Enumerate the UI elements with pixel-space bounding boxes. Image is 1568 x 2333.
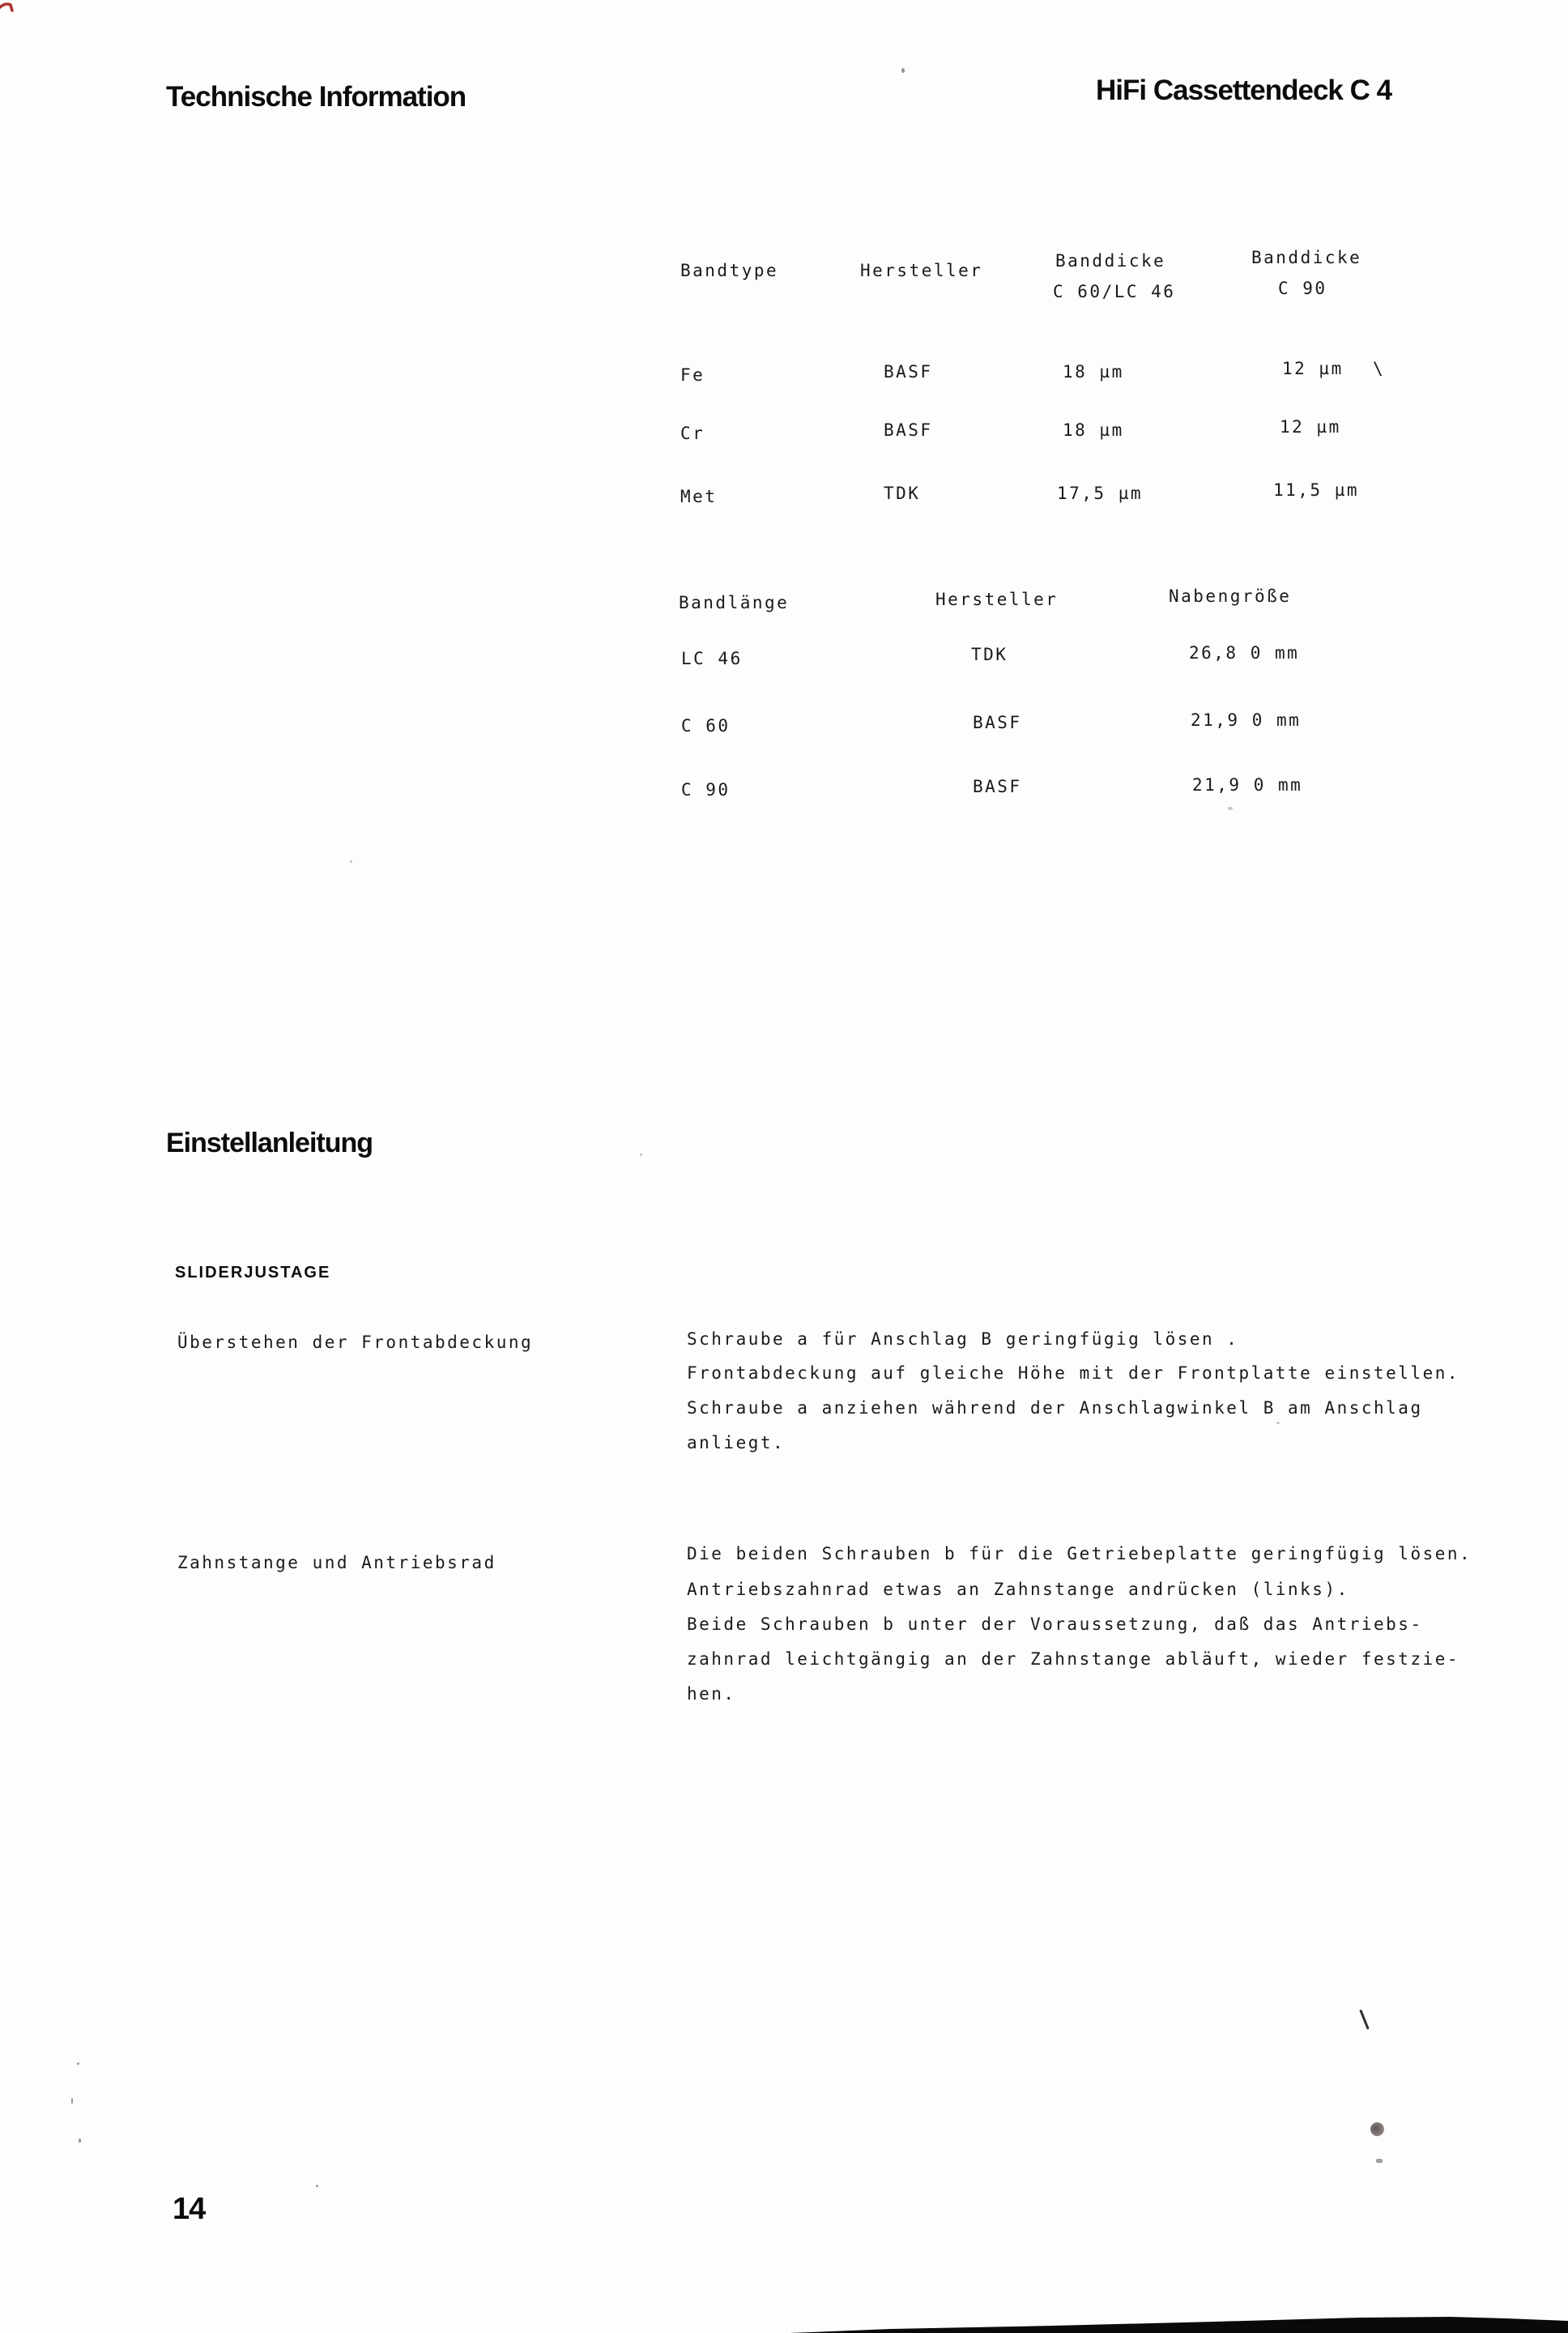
col-header-bandtype: Bandtype	[680, 261, 779, 280]
bottom-scan-bar	[0, 2314, 1568, 2333]
paragraph-line: Frontabdeckung auf gleiche Höhe mit der Frontplatte einstellen.	[687, 1363, 1460, 1383]
table-row	[0, 359, 1568, 390]
paragraph-line: Schraube a anziehen während der Anschlagwinkel B am Anschlag	[687, 1398, 1423, 1418]
cell-hersteller: BASF	[884, 362, 933, 382]
scan-speck	[640, 1154, 642, 1156]
paragraph-line: Schraube a für Anschlag B geringfügig lösen .	[687, 1329, 1239, 1349]
scan-speck	[901, 68, 905, 73]
cell-hersteller: TDK	[884, 484, 921, 503]
cell-dicke90: 12 µm	[1280, 417, 1341, 437]
col-header-hersteller: Hersteller	[860, 261, 983, 280]
cell-nabe: 26,8 0 mm	[1189, 643, 1300, 663]
table-row	[0, 417, 1568, 448]
cell-dicke90: 12 µm	[1282, 359, 1344, 378]
cell-bandlaenge: C 60	[681, 716, 731, 736]
cell-dicke60: 18 µm	[1063, 420, 1124, 440]
cell-dicke60: 17,5 µm	[1057, 484, 1144, 503]
cell-dicke60: 18 µm	[1063, 362, 1124, 382]
cell-bandtype: Cr	[680, 424, 705, 443]
section-title: Einstellanleitung	[166, 1128, 373, 1158]
adjustment-item-label: Überstehen der Frontabdeckung	[177, 1333, 534, 1352]
scan-speck	[316, 2185, 318, 2187]
col-header-dicke90-line2: C 90	[1278, 279, 1327, 298]
doc-title-left: Technische Information	[166, 81, 467, 113]
table-row	[0, 710, 1568, 740]
pen-tick-mark	[1359, 2009, 1370, 2029]
scan-speck	[350, 860, 352, 863]
col-header-dicke60-line1: Banddicke	[1055, 251, 1166, 271]
scan-speck	[1228, 807, 1233, 810]
col-header-hersteller: Hersteller	[935, 590, 1059, 609]
cell-nabe: 21,9 0 mm	[1192, 775, 1303, 795]
paragraph-line: anliegt.	[687, 1433, 786, 1452]
cell-dicke90: 11,5 µm	[1273, 480, 1360, 500]
cell-bandtype: Met	[680, 487, 718, 506]
table-row	[0, 775, 1568, 804]
ink-blot	[1370, 2122, 1384, 2136]
table-header-row	[0, 248, 1568, 301]
red-scribble-mark	[0, 0, 21, 19]
paragraph-line: Beide Schrauben b unter der Voraussetzung, daß das Antriebs-	[687, 1614, 1423, 1634]
adjustment-item-label: Zahnstange und Antriebsrad	[177, 1553, 496, 1572]
table-header-row	[0, 586, 1568, 614]
table-row	[0, 480, 1568, 511]
col-header-dicke90-line1: Banddicke	[1251, 248, 1362, 267]
scan-speck	[77, 2062, 79, 2065]
scan-speck	[1276, 1422, 1280, 1424]
table-row	[0, 643, 1568, 673]
cell-bandtype: Fe	[680, 365, 705, 385]
scan-speck	[79, 2139, 81, 2143]
cell-nabe: 21,9 0 mm	[1191, 710, 1302, 730]
col-header-nabe: Nabengröße	[1169, 586, 1292, 606]
cell-bandlaenge: C 90	[681, 780, 731, 800]
cell-hersteller: BASF	[973, 713, 1022, 732]
col-header-dicke60-line2: C 60/LC 46	[1053, 282, 1176, 301]
cell-bandlaenge: LC 46	[681, 649, 743, 668]
paragraph-line: Die beiden Schrauben b für die Getriebeplatte geringfügig lösen.	[687, 1544, 1472, 1563]
col-header-bandlaenge: Bandlänge	[679, 593, 790, 612]
pen-tick-mark: \	[1373, 359, 1386, 378]
cell-hersteller: BASF	[884, 420, 933, 440]
scan-speck	[1376, 2159, 1383, 2163]
scan-speck	[71, 2098, 73, 2104]
paragraph-line: hen.	[687, 1684, 736, 1704]
page-number: 14	[173, 2192, 206, 2226]
cell-hersteller: BASF	[973, 777, 1022, 796]
doc-title-right: HiFi Cassettendeck C 4	[1096, 75, 1392, 106]
cell-hersteller: TDK	[971, 645, 1008, 664]
paragraph-line: Antriebszahnrad etwas an Zahnstange andrücken (links).	[687, 1580, 1349, 1599]
subsection-title: SLIDERJUSTAGE	[175, 1264, 331, 1282]
paragraph-line: zahnrad leichtgängig an der Zahnstange abläuft, wieder festzie-	[687, 1649, 1460, 1669]
